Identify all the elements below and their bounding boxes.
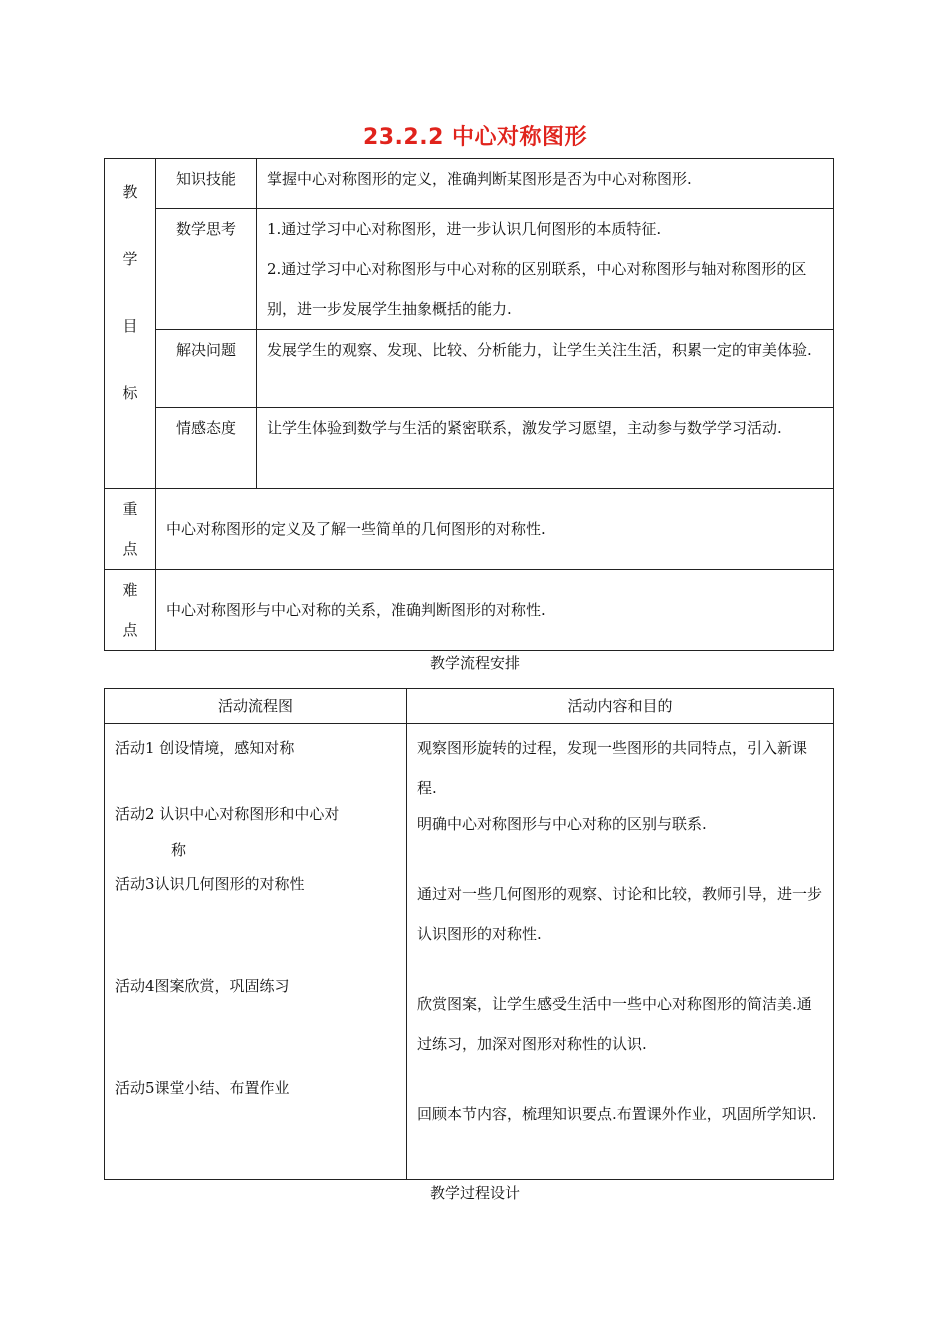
goal-category: 情感态度 [156, 408, 257, 489]
activity-item: 活动1 创设情境，感知对称 [115, 739, 295, 757]
content-item: 观察图形旋转的过程，发现一些图形的共同特点，引入新课程. [417, 739, 808, 797]
goals-label-char: 学 [122, 250, 138, 268]
goal-text: 让学生体验到数学与生活的紧密联系，激发学习愿望，主动参与数学学习活动. [257, 408, 834, 489]
content-item: 通过对一些几何图形的观察、讨论和比较，教师引导，进一步认识图形的对称性. [417, 885, 823, 943]
goal-category: 数学思考 [156, 209, 257, 330]
goal-line: 2.通过学习中心对称图形与中心对称的区别联系，中心对称图形与轴对称图形的区别，进一步发展学生抽象概括的能力. [267, 260, 807, 318]
activity-item: 活动3认识几何图形的对称性 [115, 875, 305, 893]
content-column [407, 724, 834, 1180]
flow-table [104, 688, 834, 1180]
teaching-goals-table [104, 158, 834, 651]
page-title: 23.2.2 中心对称图形 [362, 125, 588, 150]
goal-text: 发展学生的观察、发现、比较、分析能力，让学生关注生活，积累一定的审美体验. [257, 330, 834, 408]
flow-header-right: 活动内容和目的 [407, 689, 834, 724]
goal-text [257, 209, 834, 330]
content-item: 欣赏图案，让学生感受生活中一些中心对称图形的简洁美.通过练习，加深对图形对称性的认识. [417, 995, 812, 1053]
difficult-point-text: 中心对称图形与中心对称的关系，准确判断图形的对称性. [156, 570, 834, 651]
activity-item: 活动2 认识中心对称图形和中心对 [115, 805, 340, 823]
difficult-point-label: 难 点 [105, 570, 156, 651]
goals-label-char: 标 [122, 384, 138, 402]
goals-label-char: 目 [122, 317, 138, 335]
goal-line: 1.通过学习中心对称图形，进一步认识几何图形的本质特征. [267, 220, 662, 238]
goal-category: 知识技能 [156, 159, 257, 209]
goals-label [105, 159, 156, 489]
goal-text: 掌握中心对称图形的定义，准确判断某图形是否为中心对称图形. [257, 159, 834, 209]
activity-column [105, 724, 407, 1180]
activity-item: 活动5课堂小结、布置作业 [115, 1079, 290, 1097]
key-point-label: 重 点 [105, 489, 156, 570]
flow-header-left: 活动流程图 [105, 689, 407, 724]
activity-item: 活动4图案欣赏，巩固练习 [115, 977, 290, 995]
key-point-text: 中心对称图形的定义及了解一些简单的几何图形的对称性. [156, 489, 834, 570]
content-item: 明确中心对称图形与中心对称的区别与联系. [417, 815, 707, 833]
goal-category: 解决问题 [156, 330, 257, 408]
design-caption: 教学过程设计 [429, 1184, 520, 1202]
flow-caption: 教学流程安排 [429, 654, 520, 672]
goals-label-char: 教 [122, 183, 138, 201]
content-item: 回顾本节内容，梳理知识要点.布置课外作业，巩固所学知识. [417, 1105, 817, 1123]
activity-item: 称 [171, 841, 187, 859]
